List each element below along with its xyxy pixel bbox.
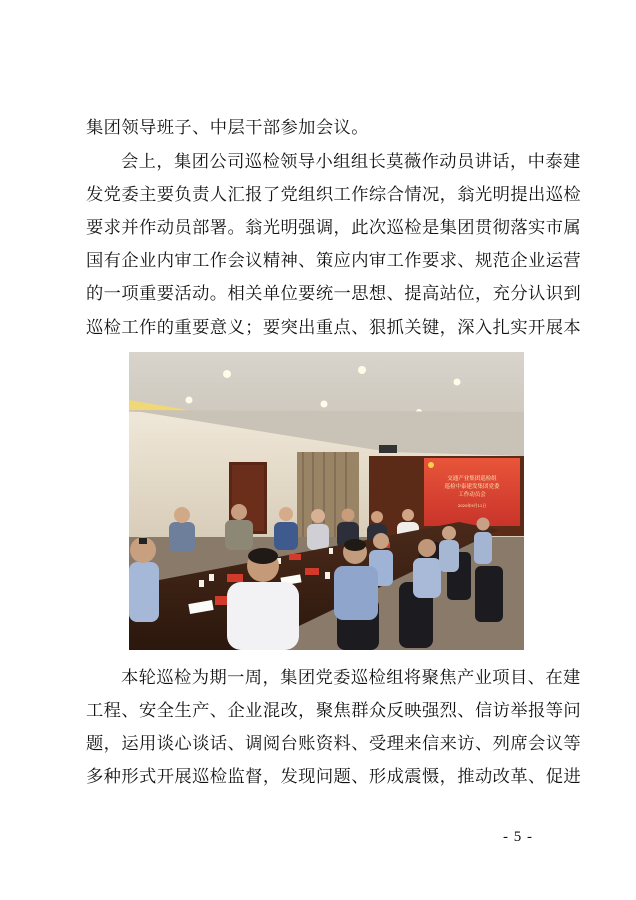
banner-date: 2020年9月11日	[457, 503, 487, 508]
paragraph-3-line-2: 工程、安全生产、企业混改，聚焦群众反映强烈、信访举报等问	[86, 701, 582, 721]
banner-line-2: 巡检中泰建发集团党委	[444, 484, 500, 490]
paragraph-2-line-2: 发党委主要负责人汇报了党组织工作综合情况，翁光明提出巡检	[86, 185, 582, 205]
banner-line-3: 工作动员会	[458, 492, 486, 498]
paragraph-2-line-3: 要求并作动员部署。翁光明强调，此次巡检是集团贯彻落实市属	[86, 218, 582, 238]
banner-line-1: 交通产业集团巡检组	[447, 476, 497, 482]
paragraph-2-line-4: 国有企业内审工作会议精神、策应内审工作要求、规范企业运营	[86, 251, 582, 271]
paragraph-1-line-1: 集团领导班子、中层干部参加会议。	[86, 118, 369, 138]
paragraph-2-line-1: 会上，集团公司巡检领导小组组长莫薇作动员讲话，中泰建	[121, 152, 581, 172]
paragraph-2-line-5: 的一项重要活动。相关单位要统一思想、提高站位，充分认识到	[86, 284, 582, 304]
paragraph-2-line-6: 巡检工作的重要意义；要突出重点、狠抓关键，深入扎实开展本	[86, 318, 582, 338]
paragraph-3-line-3: 题，运用谈心谈话、调阅台账资料、受理来信来访、列席会议等	[86, 734, 582, 754]
meeting-photo	[129, 352, 524, 650]
paragraph-3-line-4: 多种形式开展巡检监督，发现问题、形成震慑，推动改革、促进	[86, 767, 582, 787]
page-number: - 5 -	[503, 829, 533, 845]
paragraph-3-line-1: 本轮巡检为期一周，集团党委巡检组将聚焦产业项目、在建	[121, 668, 581, 688]
